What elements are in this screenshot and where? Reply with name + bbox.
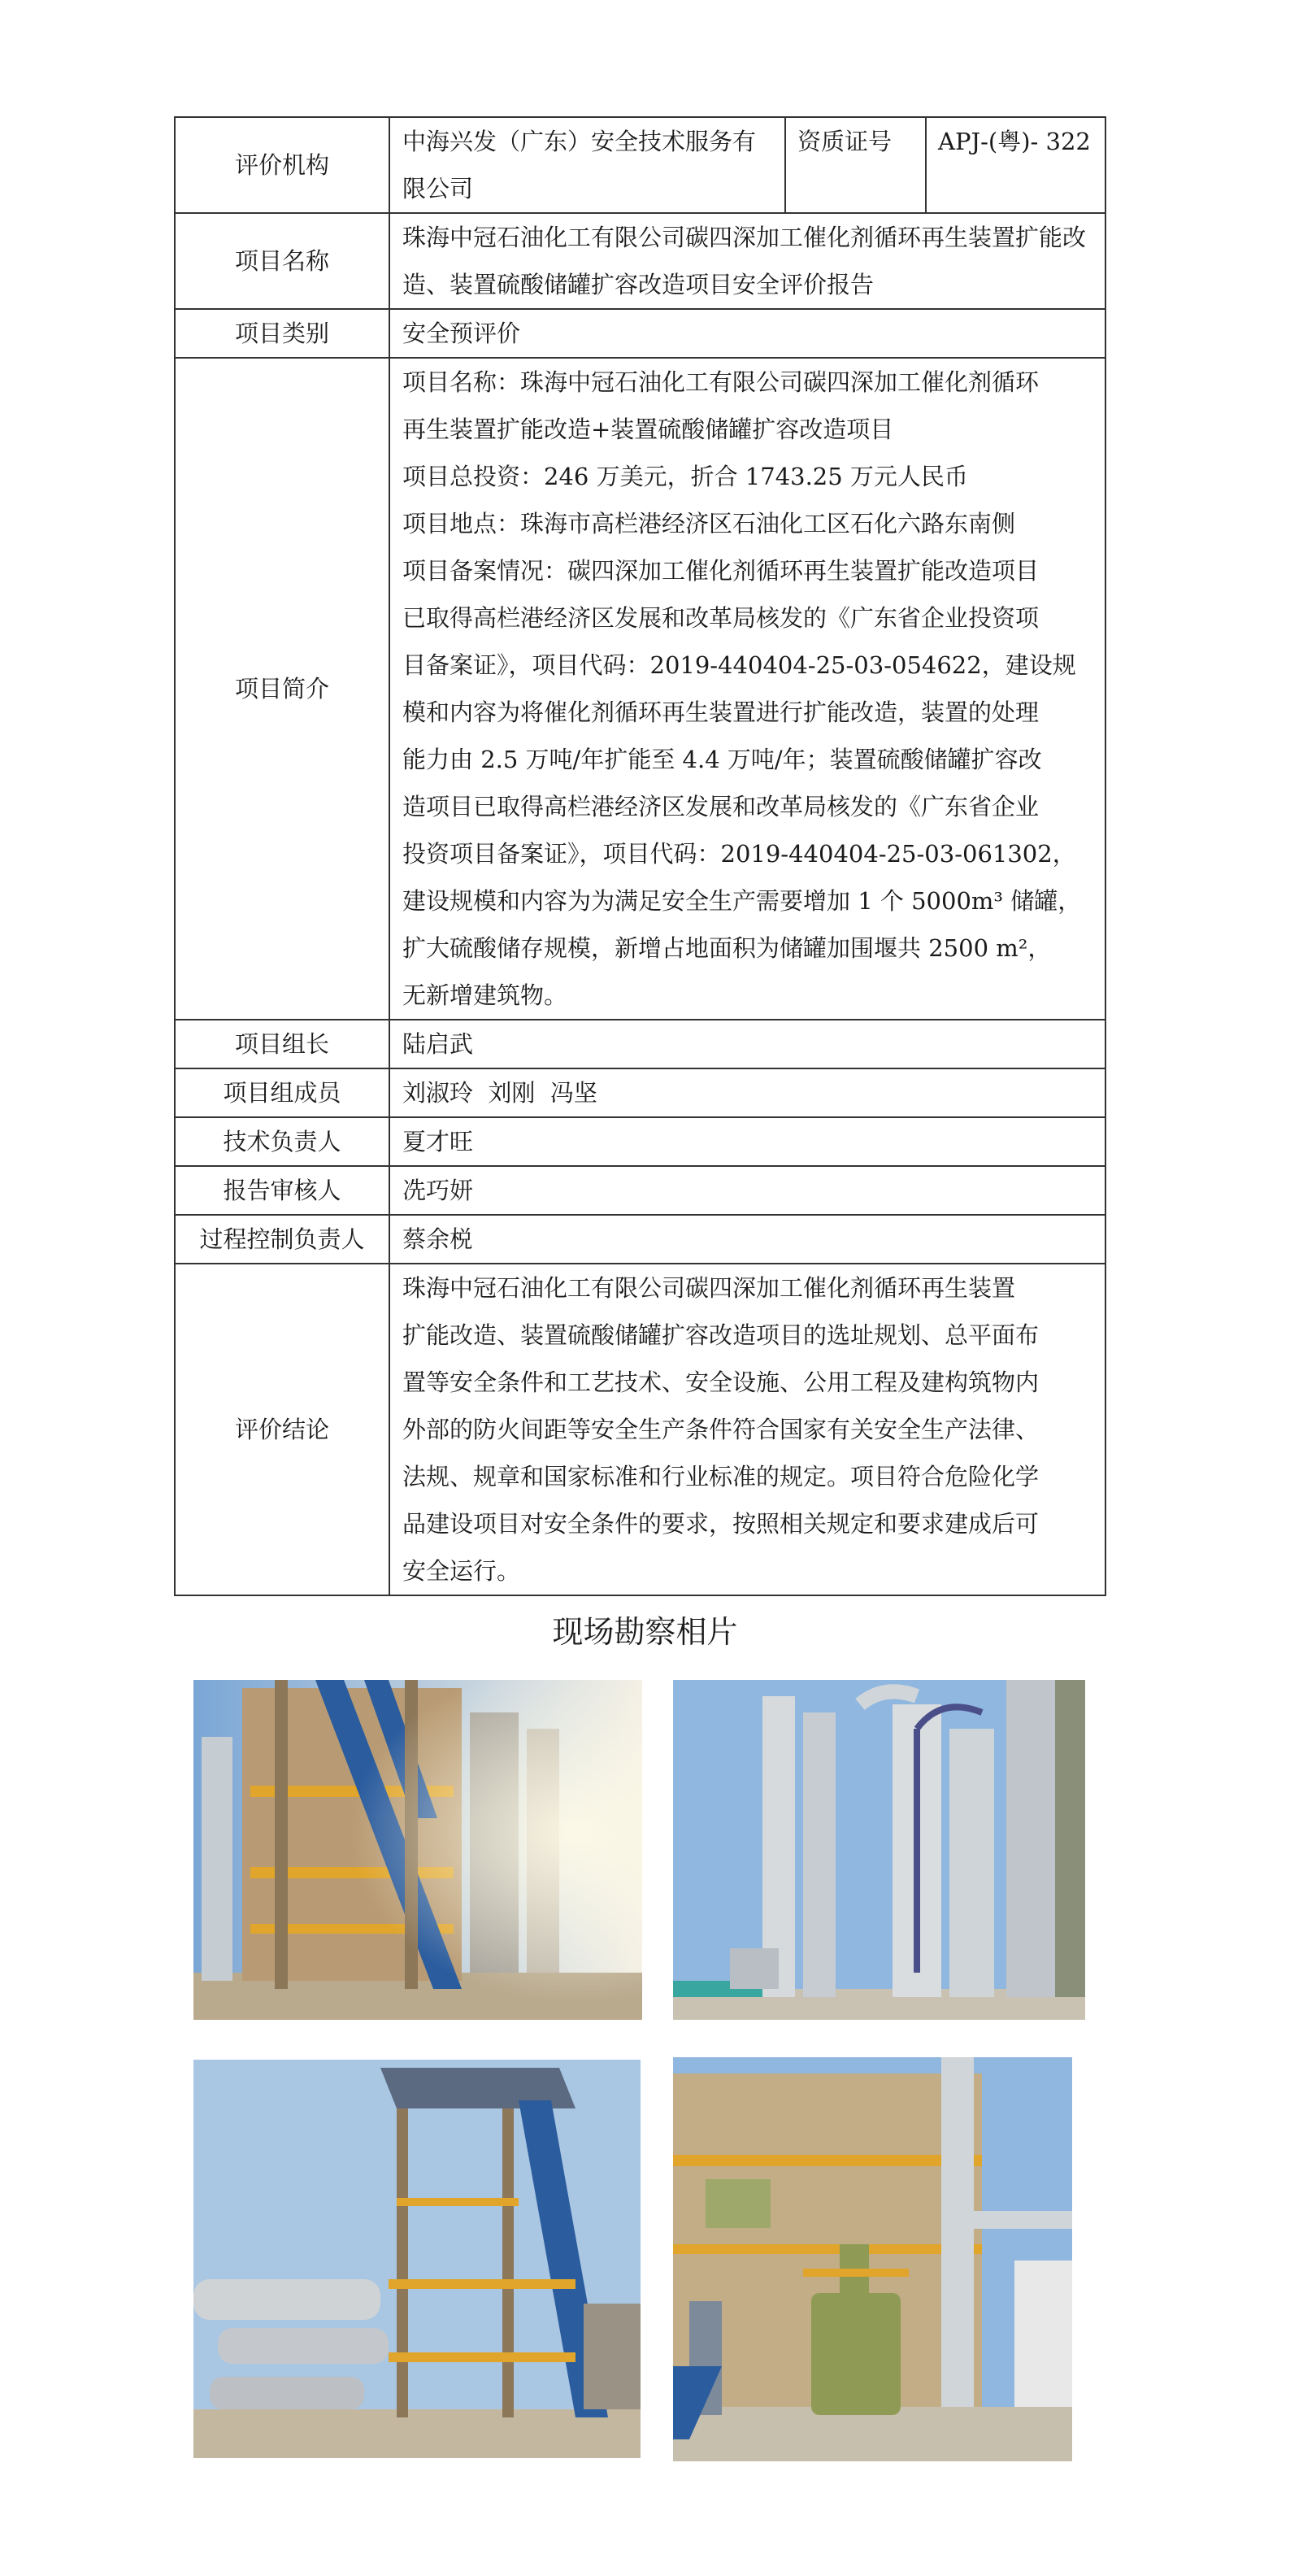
intro-line: 目备案证》，项目代码：2019-440404-25-03-054622，建设规 (402, 651, 1076, 679)
project-info-table (174, 116, 1106, 1596)
conclusion-line: 珠海中冠石油化工有限公司碳四深加工催化剂循环再生装置 (402, 1274, 1016, 1302)
row-project-name (175, 213, 1105, 309)
row-leader (175, 1020, 1105, 1068)
row-intro (175, 358, 1105, 1020)
site-photo-exchangers (193, 2060, 641, 2458)
intro-value (389, 358, 1105, 1020)
conclusion-line: 法规、规章和国家标准和行业标准的规定。项目符合危险化学 (402, 1463, 1040, 1490)
intro-line: 投资项目备案证》，项目代码：2019-440404-25-03-061302， (402, 840, 1076, 868)
row-process (175, 1215, 1105, 1264)
category-label: 项目类别 (175, 309, 389, 358)
row-reviewer (175, 1166, 1105, 1215)
intro-label: 项目简介 (175, 358, 389, 1020)
conclusion-label: 评价结论 (175, 1264, 389, 1595)
tech-label: 技术负责人 (175, 1117, 389, 1166)
conclusion-value (389, 1264, 1105, 1595)
process-value: 蔡余棁 (389, 1215, 1105, 1264)
site-photo-towers (673, 1680, 1085, 2020)
intro-line: 已取得高栏港经济区发展和改革局核发的《广东省企业投资项 (402, 604, 1040, 632)
org-value: 中海兴发（广东）安全技术服务有限公司 (389, 117, 785, 213)
members-label: 项目组成员 (175, 1068, 389, 1117)
row-org (175, 117, 1105, 213)
site-photo-stair-structure-image (193, 1680, 642, 2020)
intro-line: 项目备案情况：碳四深加工催化剂循环再生装置扩能改造项目 (402, 557, 1040, 585)
leader-value: 陆启武 (389, 1020, 1105, 1068)
tech-value: 夏才旺 (389, 1117, 1105, 1166)
conclusion-line: 安全运行。 (402, 1557, 521, 1585)
members-value: 刘淑玲 刘刚 冯坚 (389, 1068, 1105, 1117)
intro-line: 模和内容为将催化剂循环再生装置进行扩能改造，装置的处理 (402, 698, 1040, 726)
reviewer-value: 冼巧妍 (389, 1166, 1105, 1215)
intro-line: 建设规模和内容为为满足安全生产需要增加 1 个 5000m³ 储罐， (402, 887, 1082, 915)
cert-value: APJ-(粤)- 322 (926, 117, 1105, 213)
process-label: 过程控制负责人 (175, 1215, 389, 1264)
site-photo-tank-image (673, 2057, 1072, 2461)
intro-line: 再生装置扩能改造+装置硫酸储罐扩容改造项目 (402, 416, 894, 443)
photos-title: 现场勘察相片 (552, 1614, 738, 1650)
intro-line: 造项目已取得高栏港经济区发展和改革局核发的《广东省企业 (402, 793, 1040, 820)
intro-line: 无新增建筑物。 (402, 981, 568, 1009)
leader-label: 项目组长 (175, 1020, 389, 1068)
conclusion-line: 置等安全条件和工艺技术、安全设施、公用工程及建构筑物内 (402, 1368, 1040, 1396)
category-value: 安全预评价 (389, 309, 1105, 358)
intro-line: 项目地点：珠海市高栏港经济区石油化工区石化六路东南侧 (402, 510, 1016, 537)
cert-label: 资质证号 (785, 117, 926, 213)
row-tech (175, 1117, 1105, 1166)
site-photo-towers-image (673, 1680, 1085, 2020)
row-conclusion (175, 1264, 1105, 1595)
org-label: 评价机构 (175, 117, 389, 213)
row-members (175, 1068, 1105, 1117)
conclusion-line: 扩能改造、装置硫酸储罐扩容改造项目的选址规划、总平面布 (402, 1321, 1040, 1349)
reviewer-label: 报告审核人 (175, 1166, 389, 1215)
project-name-value: 珠海中冠石油化工有限公司碳四深加工催化剂循环再生装置扩能改造、装置硫酸储罐扩容改造项目安全评价报告 (389, 213, 1105, 309)
intro-line: 项目总投资：246 万美元，折合 1743.25 万元人民币 (402, 463, 968, 490)
row-category (175, 309, 1105, 358)
conclusion-line: 外部的防火间距等安全生产条件符合国家有关安全生产法律、 (402, 1416, 1040, 1443)
site-photo-tank (673, 2057, 1072, 2461)
intro-line: 项目名称：珠海中冠石油化工有限公司碳四深加工催化剂循环 (402, 368, 1040, 396)
intro-line: 能力由 2.5 万吨/年扩能至 4.4 万吨/年；装置硫酸储罐扩容改 (402, 746, 1042, 773)
project-name-label: 项目名称 (175, 213, 389, 309)
conclusion-line: 品建设项目对安全条件的要求，按照相关规定和要求建成后可 (402, 1510, 1040, 1538)
site-photo-stair-structure (193, 1680, 642, 2020)
intro-line: 扩大硫酸储存规模，新增占地面积为储罐加围堰共 2500 m²， (402, 934, 1052, 962)
site-photo-exchangers-image (193, 2060, 641, 2458)
